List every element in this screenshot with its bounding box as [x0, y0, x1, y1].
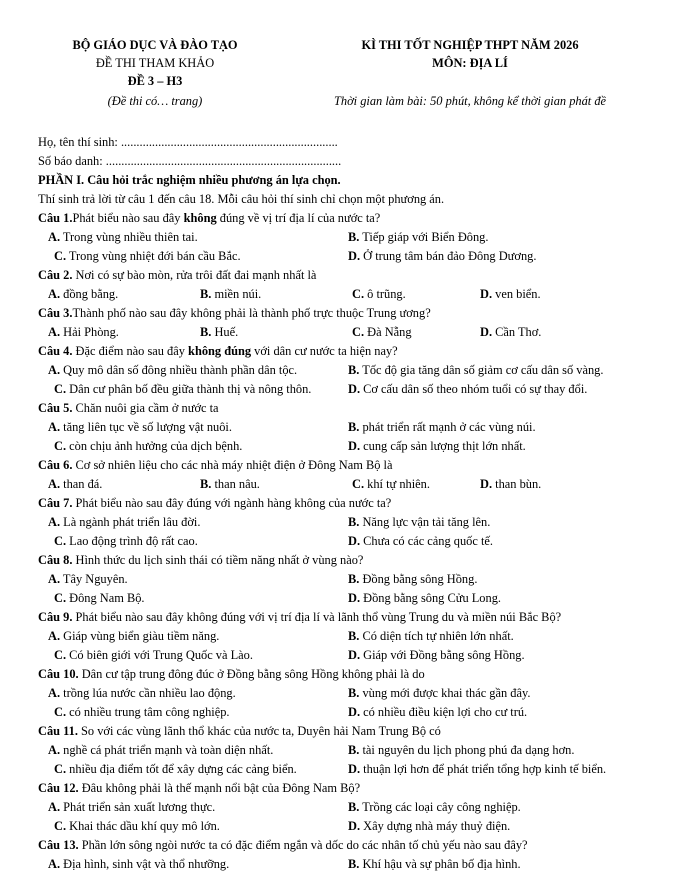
answer-option — [348, 760, 606, 779]
option-text: ven biển. — [492, 287, 541, 301]
answer-option — [48, 570, 128, 589]
ministry-name: BỘ GIÁO DỤC VÀ ĐÀO TẠO — [72, 38, 238, 52]
exam-body — [38, 133, 648, 874]
answer-option — [48, 475, 102, 494]
answer-option — [348, 570, 477, 589]
question-number: Câu 3. — [38, 306, 73, 320]
question-stem — [38, 722, 648, 741]
question-stem — [38, 304, 648, 323]
answer-option — [54, 532, 198, 551]
option-letter: B. — [200, 477, 212, 491]
option-text: Tốc độ gia tăng dân số giảm cơ cấu dân số vàng. — [359, 363, 604, 377]
question-number: Câu 11. — [38, 724, 78, 738]
option-letter: D. — [348, 648, 361, 662]
question-text: Phát biểu nào sau đây đúng với ngành hàng không của nước ta? — [72, 496, 392, 510]
option-row — [38, 437, 648, 456]
option-letter: D. — [348, 705, 361, 719]
option-text: miền núi. — [211, 287, 262, 301]
option-text: Đồng bằng sông Hồng. — [359, 572, 478, 586]
option-letter: D. — [480, 477, 493, 491]
option-text: Khí hậu và sự phân bố địa hình. — [359, 857, 521, 871]
option-row — [38, 570, 648, 589]
answer-option — [54, 437, 242, 456]
option-text: Dân cư phân bố đều giữa thành thị và nông thôn. — [66, 382, 312, 396]
option-letter: B. — [348, 230, 360, 244]
answer-option — [480, 323, 541, 342]
option-letter: D. — [348, 439, 361, 453]
option-letter: A. — [48, 477, 61, 491]
option-text: đồng bằng. — [60, 287, 119, 301]
answer-option — [54, 589, 145, 608]
option-text: Quy mô dân số đông nhiều thành phần dân tộc. — [60, 363, 298, 377]
option-letter: C. — [54, 591, 67, 605]
question-number: Câu 8. — [38, 553, 73, 567]
option-row — [38, 760, 648, 779]
answer-option — [200, 285, 261, 304]
option-text: Có biên giới với Trung Quốc và Lào. — [66, 648, 253, 662]
option-letter: A. — [48, 287, 61, 301]
question-stem — [38, 494, 648, 513]
option-letter: A. — [48, 230, 61, 244]
option-text: Khai thác dầu khí quy mô lớn. — [66, 819, 220, 833]
exam-title: KÌ THI TỐT NGHIỆP THPT NĂM 2026 — [361, 38, 579, 52]
question-number: Câu 4. — [38, 344, 73, 358]
option-text: Cơ cấu dân số theo nhóm tuổi có sự thay đổi. — [360, 382, 588, 396]
option-letter: A. — [48, 686, 61, 700]
option-letter: B. — [348, 857, 360, 871]
question-number: Câu 13. — [38, 838, 79, 852]
part1-title: PHẦN I. Câu hỏi trắc nghiệm nhiều phương án lựa chọn. — [38, 173, 341, 187]
part1-instruction: Thí sinh trả lời từ câu 1 đến câu 18. Mỗi câu hỏi thí sinh chỉ chọn một phương án. — [38, 192, 445, 206]
option-text: than đá. — [60, 477, 103, 491]
option-text: Có diện tích tự nhiên lớn nhất. — [359, 629, 514, 643]
answer-option — [348, 798, 521, 817]
time-allowance: Thời gian làm bài: 50 phút, không kể thời gian phát đề — [333, 94, 607, 108]
option-row — [38, 247, 648, 266]
option-text: Giáp với Đồng bằng sông Hồng. — [360, 648, 525, 662]
answer-option — [348, 418, 536, 437]
question-text: So với các vùng lãnh thổ khác của nước ta, Duyên hải Nam Trung Bộ có — [77, 724, 441, 738]
option-row — [38, 817, 648, 836]
question-number: Câu 6. — [38, 458, 73, 472]
question-text: Phát biểu nào sau đây — [72, 211, 184, 225]
answer-option — [48, 684, 236, 703]
answer-option — [348, 703, 527, 722]
option-row — [38, 361, 648, 380]
question-stem — [38, 836, 648, 855]
question-text: Hình thức du lịch sinh thái có tiềm năng nhất ở vùng nào? — [72, 553, 364, 567]
option-text: có nhiều trung tâm công nghiệp. — [66, 705, 230, 719]
option-letter: B. — [348, 800, 360, 814]
answer-option — [48, 285, 118, 304]
answer-option — [348, 627, 514, 646]
option-text: than bùn. — [492, 477, 542, 491]
answer-option — [54, 247, 241, 266]
answer-option — [352, 323, 412, 342]
answer-option — [348, 817, 510, 836]
answer-option — [48, 741, 273, 760]
option-letter: C. — [352, 287, 365, 301]
option-text: cung cấp sản lượng thịt lớn nhất. — [360, 439, 526, 453]
option-text: Tây Nguyên. — [60, 572, 128, 586]
question-stem — [38, 266, 648, 285]
question-number: Câu 5. — [38, 401, 73, 415]
question-emphasis: không đúng — [188, 344, 252, 358]
question-number: Câu 12. — [38, 781, 79, 795]
answer-option — [54, 760, 297, 779]
option-row — [38, 475, 648, 494]
option-letter: C. — [352, 477, 365, 491]
question-text: Đặc điểm nào sau đây — [72, 344, 189, 358]
option-letter: C. — [54, 382, 67, 396]
option-letter: C. — [54, 762, 67, 776]
option-row — [38, 418, 648, 437]
question-emphasis: không — [183, 211, 217, 225]
question-text: Phát biểu nào sau đây không đúng với vị trí địa lí và lãnh thổ vùng Trung du và miền núi Bắc Bộ? — [72, 610, 562, 624]
answer-option — [48, 627, 219, 646]
question-number: Câu 1. — [38, 211, 73, 225]
answer-option — [480, 285, 541, 304]
option-text: Lao động trình độ rất cao. — [66, 534, 198, 548]
option-letter: C. — [54, 534, 67, 548]
option-text: trồng lúa nước cần nhiều lao động. — [60, 686, 236, 700]
option-letter: D. — [480, 287, 493, 301]
answer-option — [348, 741, 574, 760]
option-letter: C. — [54, 819, 67, 833]
option-letter: B. — [200, 287, 212, 301]
option-text: phát triển rất mạnh ở các vùng núi. — [359, 420, 536, 434]
question-text-end: đúng về vị trí địa lí của nước ta? — [216, 211, 381, 225]
option-letter: A. — [48, 800, 61, 814]
answer-option — [348, 380, 587, 399]
question-text: Dân cư tập trung đông đúc ở Đồng bằng sông Hồng không phải là do — [78, 667, 425, 681]
option-letter: A. — [48, 857, 61, 871]
answer-option — [48, 228, 198, 247]
option-letter: C. — [54, 648, 67, 662]
option-letter: D. — [348, 382, 361, 396]
option-text: Trồng các loại cây công nghiệp. — [359, 800, 521, 814]
question-text: Chăn nuôi gia cầm ở nước ta — [72, 401, 219, 415]
option-letter: A. — [48, 325, 61, 339]
option-letter: C. — [54, 249, 67, 263]
subject-title: MÔN: ĐỊA LÍ — [432, 56, 508, 70]
option-text: Đông Nam Bộ. — [66, 591, 145, 605]
option-text: có nhiều điều kiện lợi cho cư trú. — [360, 705, 528, 719]
option-letter: B. — [348, 686, 360, 700]
option-text: Đà Nẵng — [364, 325, 412, 339]
option-row — [38, 380, 648, 399]
option-letter: D. — [348, 762, 361, 776]
question-number: Câu 10. — [38, 667, 79, 681]
option-text: vùng mới được khai thác gần đây. — [359, 686, 531, 700]
answer-option — [48, 418, 232, 437]
exam-code: ĐỀ 3 – H3 — [127, 74, 183, 88]
option-letter: D. — [480, 325, 493, 339]
answer-option — [48, 513, 200, 532]
question-text: Nơi có sự bào mòn, rửa trôi đất đai mạnh nhất là — [72, 268, 317, 282]
option-letter: B. — [348, 515, 360, 529]
option-text: tài nguyên du lịch phong phú đa dạng hơn. — [359, 743, 575, 757]
candidate-name-field: Họ, tên thí sinh: ...................................................................... — [38, 135, 338, 149]
option-text: còn chịu ảnh hưởng của dịch bệnh. — [66, 439, 243, 453]
question-number: Câu 7. — [38, 496, 73, 510]
question-stem — [38, 551, 648, 570]
option-row — [38, 798, 648, 817]
option-text: Địa hình, sinh vật và thổ nhưỡng. — [60, 857, 230, 871]
option-text: nhiều địa điểm tốt để xây dựng các cảng biển. — [66, 762, 297, 776]
answer-option — [348, 589, 501, 608]
option-text: Giáp vùng biển giàu tiềm năng. — [60, 629, 220, 643]
option-row — [38, 741, 648, 760]
option-text: Trong vùng nhiệt đới bán cầu Bắc. — [66, 249, 241, 263]
option-row — [38, 855, 648, 874]
question-stem — [38, 456, 648, 475]
option-letter: D. — [348, 534, 361, 548]
answer-option — [348, 437, 526, 456]
answer-option — [54, 646, 253, 665]
option-text: Hải Phòng. — [60, 325, 119, 339]
option-text: khí tự nhiên. — [364, 477, 430, 491]
answer-option — [348, 532, 493, 551]
answer-option — [54, 380, 311, 399]
answer-option — [54, 703, 230, 722]
option-letter: A. — [48, 363, 61, 377]
option-letter: B. — [348, 629, 360, 643]
option-text: Năng lực vận tải tăng lên. — [359, 515, 491, 529]
option-letter: A. — [48, 629, 61, 643]
option-letter: B. — [348, 572, 360, 586]
question-stem — [38, 399, 648, 418]
question-text: Đâu không phải là thế mạnh nổi bật của Đông Nam Bộ? — [78, 781, 361, 795]
option-letter: B. — [348, 420, 360, 434]
answer-option — [348, 228, 488, 247]
option-text: Ở trung tâm bán đảo Đông Dương. — [360, 249, 537, 263]
option-text: nghề cá phát triển mạnh và toàn diện nhất. — [60, 743, 274, 757]
option-text: Chưa có các cảng quốc tế. — [360, 534, 494, 548]
option-letter: C. — [54, 705, 67, 719]
question-stem — [38, 209, 648, 228]
answer-option — [54, 817, 220, 836]
answer-option — [348, 513, 490, 532]
question-stem — [38, 665, 648, 684]
option-text: Trong vùng nhiều thiên tai. — [60, 230, 198, 244]
option-text: than nâu. — [211, 477, 260, 491]
option-row — [38, 323, 648, 342]
question-stem — [38, 342, 648, 361]
option-letter: B. — [348, 363, 360, 377]
option-row — [38, 532, 648, 551]
option-letter: A. — [48, 420, 61, 434]
answer-option — [348, 684, 530, 703]
answer-option — [348, 855, 521, 874]
option-row — [38, 703, 648, 722]
header-left — [40, 36, 270, 110]
option-letter: B. — [200, 325, 212, 339]
answer-option — [48, 798, 215, 817]
option-letter: D. — [348, 249, 361, 263]
option-letter: B. — [348, 743, 360, 757]
question-text: Phần lớn sông ngòi nước ta có đặc điểm ngắn và dốc do các nhân tố chủ yếu nào sau đây? — [78, 838, 528, 852]
header-right — [290, 36, 650, 110]
option-letter: D. — [348, 591, 361, 605]
page-count-note: (Đề thi có… trang) — [107, 94, 203, 108]
option-letter: A. — [48, 515, 61, 529]
answer-option — [352, 475, 430, 494]
answer-option — [352, 285, 406, 304]
option-row — [38, 684, 648, 703]
option-text: Tiếp giáp với Biển Đông. — [359, 230, 489, 244]
answer-option — [200, 323, 238, 342]
answer-option — [348, 646, 525, 665]
answer-option — [348, 247, 536, 266]
answer-option — [48, 361, 297, 380]
question-number: Câu 9. — [38, 610, 73, 624]
option-letter: A. — [48, 743, 61, 757]
option-letter: A. — [48, 572, 61, 586]
question-text: Cơ sở nhiên liệu cho các nhà máy nhiệt điện ở Đông Nam Bộ là — [72, 458, 393, 472]
answer-option — [348, 361, 603, 380]
option-text: ô trũng. — [364, 287, 406, 301]
question-text: Thành phố nào sau đây không phải là thành phố trực thuộc Trung ương? — [72, 306, 431, 320]
option-text: Đồng bằng sông Cửu Long. — [360, 591, 501, 605]
option-row — [38, 285, 648, 304]
option-letter: C. — [352, 325, 365, 339]
answer-option — [480, 475, 541, 494]
question-number: Câu 2. — [38, 268, 73, 282]
option-text: Xây dựng nhà máy thuỷ điện. — [360, 819, 511, 833]
option-row — [38, 646, 648, 665]
option-letter: C. — [54, 439, 67, 453]
option-text: Huế. — [211, 325, 239, 339]
question-stem — [38, 779, 648, 798]
reference-exam-label: ĐỀ THI THAM KHẢO — [95, 56, 215, 70]
option-letter: D. — [348, 819, 361, 833]
option-row — [38, 513, 648, 532]
candidate-id-field: Số báo danh: ............................................................................ — [38, 154, 342, 168]
option-text: thuận lợi hơn để phát triển tổng hợp kinh tế biển. — [360, 762, 607, 776]
question-list — [38, 209, 648, 874]
option-row — [38, 228, 648, 247]
option-row — [38, 589, 648, 608]
option-text: Là ngành phát triển lâu đời. — [60, 515, 201, 529]
option-row — [38, 627, 648, 646]
answer-option — [48, 855, 229, 874]
question-text-end: với dân cư nước ta hiện nay? — [251, 344, 398, 358]
option-text: Cần Thơ. — [492, 325, 542, 339]
question-stem — [38, 608, 648, 627]
option-text: tăng liên tục về số lượng vật nuôi. — [60, 420, 232, 434]
answer-option — [200, 475, 260, 494]
answer-option — [48, 323, 119, 342]
option-text: Phát triển sản xuất lương thực. — [60, 800, 216, 814]
